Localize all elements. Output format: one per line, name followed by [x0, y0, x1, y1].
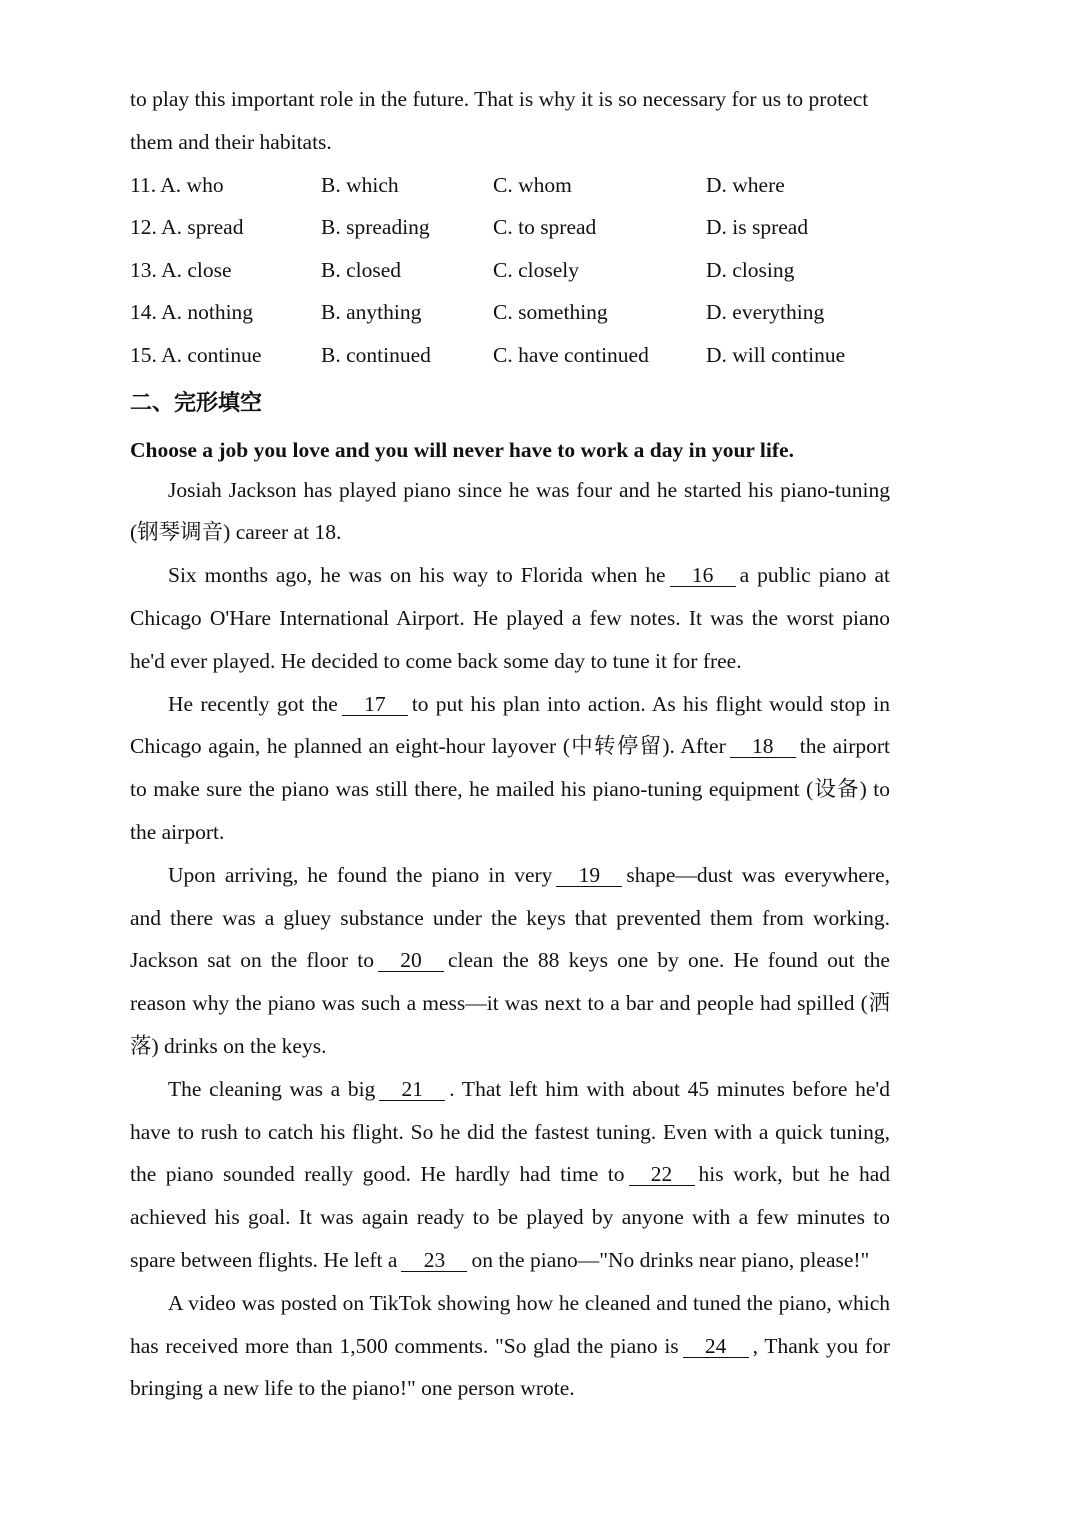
option-c: C. something	[493, 300, 608, 325]
text-segment: the airport to make sure the piano was still there, he mailed his piano-tuning equipment (设备) to the airport.	[130, 734, 890, 844]
text-segment: a public piano at Chicago O'Hare International Airport. He played a few notes. It was the worst piano he'd ever played. He decided to come back some day to tune it for free.	[130, 563, 890, 673]
option-c: C. closely	[493, 257, 579, 282]
text-segment: He recently got the	[168, 691, 338, 716]
option-c: C. have continued	[493, 342, 649, 367]
paragraph-2	[130, 554, 890, 682]
option-a: 12. A. spread	[130, 215, 244, 240]
option-b: B. spreading	[321, 215, 430, 240]
section-title: 二、完形填空	[130, 390, 263, 416]
text-segment: A video was posted on TikTok showing how he cleaned and tuned the piano, which has received more than 1,500 comments. "So glad the piano is	[130, 1290, 890, 1358]
paragraph-6	[130, 1282, 890, 1410]
option-b: B. continued	[321, 342, 431, 367]
text-segment: his work, but he had achieved his goal. It was again ready to be played by anyone with a few minutes to spare between flights. He left a	[130, 1162, 890, 1272]
option-a: 14. A. nothing	[130, 300, 254, 325]
option-d: D. will continue	[706, 342, 846, 367]
option-a: 13. A. close	[130, 257, 232, 282]
blank-18: 18	[730, 735, 796, 758]
option-d: D. everything	[706, 300, 825, 325]
text-segment: clean the 88 keys one by one. He found out the reason why the piano was such a mess—it was next to a bar and people had spilled (洒落) drinks on the keys.	[130, 948, 890, 1058]
paragraph-1: Josiah Jackson has played piano since he was four and he started his piano-tuning (钢琴调音) career at 18.	[130, 477, 890, 545]
text-segment: . That left him with about 45 minutes before he'd have to rush to catch his flight. So he did the fastest tuning. Even with a quick tuning, the piano sounded really good. He hardly had time to	[130, 1076, 890, 1187]
blank-21: 21	[379, 1078, 445, 1101]
option-row-11	[130, 164, 890, 207]
paragraph-3	[130, 683, 890, 854]
option-row-14	[130, 291, 890, 334]
text-segment: to put his plan into action. As his flight would stop in Chicago again, he planned an eight-hour layover (中转停留). After	[130, 691, 891, 759]
option-row-15	[130, 334, 890, 377]
option-b: B. which	[321, 172, 399, 197]
option-row-12	[130, 206, 890, 249]
page-content	[130, 78, 890, 1410]
paragraph-4	[130, 854, 890, 1068]
passage-motto: Choose a job you love and you will never have to work a day in your life.	[130, 437, 794, 462]
blank-20: 20	[378, 949, 444, 972]
option-c: C. whom	[493, 172, 572, 197]
blank-17: 17	[342, 693, 408, 716]
intro-line-2: them and their habitats.	[130, 129, 332, 154]
text-segment: Six months ago, he was on his way to Florida when he	[168, 563, 666, 588]
intro-paragraph	[130, 78, 890, 164]
intro-line-1: to play this important role in the future. That is why it is so necessary for us to protect	[130, 87, 869, 111]
blank-24: 24	[683, 1335, 749, 1358]
option-c: C. to spread	[493, 215, 597, 240]
text-segment: shape—dust was everywhere, and there was a gluey substance under the keys that prevented them from working. Jackson sat on the floor to	[130, 862, 890, 973]
option-a: 15. A. continue	[130, 342, 262, 367]
option-d: D. closing	[706, 257, 795, 282]
answer-options	[130, 164, 890, 377]
text-segment: on the piano—"No drinks near piano, please!"	[471, 1247, 870, 1272]
option-b: B. anything	[321, 300, 422, 325]
text-segment: The cleaning was a big	[168, 1076, 376, 1101]
blank-16: 16	[670, 564, 736, 587]
text-segment: , Thank you for bringing a new life to the piano!" one person wrote.	[130, 1333, 891, 1401]
blank-23: 23	[401, 1249, 467, 1272]
option-a: 11. A. who	[130, 172, 224, 197]
text-segment: Upon arriving, he found the piano in very	[168, 862, 553, 887]
option-d: D. where	[706, 172, 785, 197]
blank-19: 19	[556, 864, 622, 887]
option-b: B. closed	[321, 257, 402, 282]
paragraph-5	[130, 1068, 890, 1282]
blank-22: 22	[629, 1163, 695, 1186]
option-row-13	[130, 249, 890, 292]
option-d: D. is spread	[706, 215, 809, 240]
